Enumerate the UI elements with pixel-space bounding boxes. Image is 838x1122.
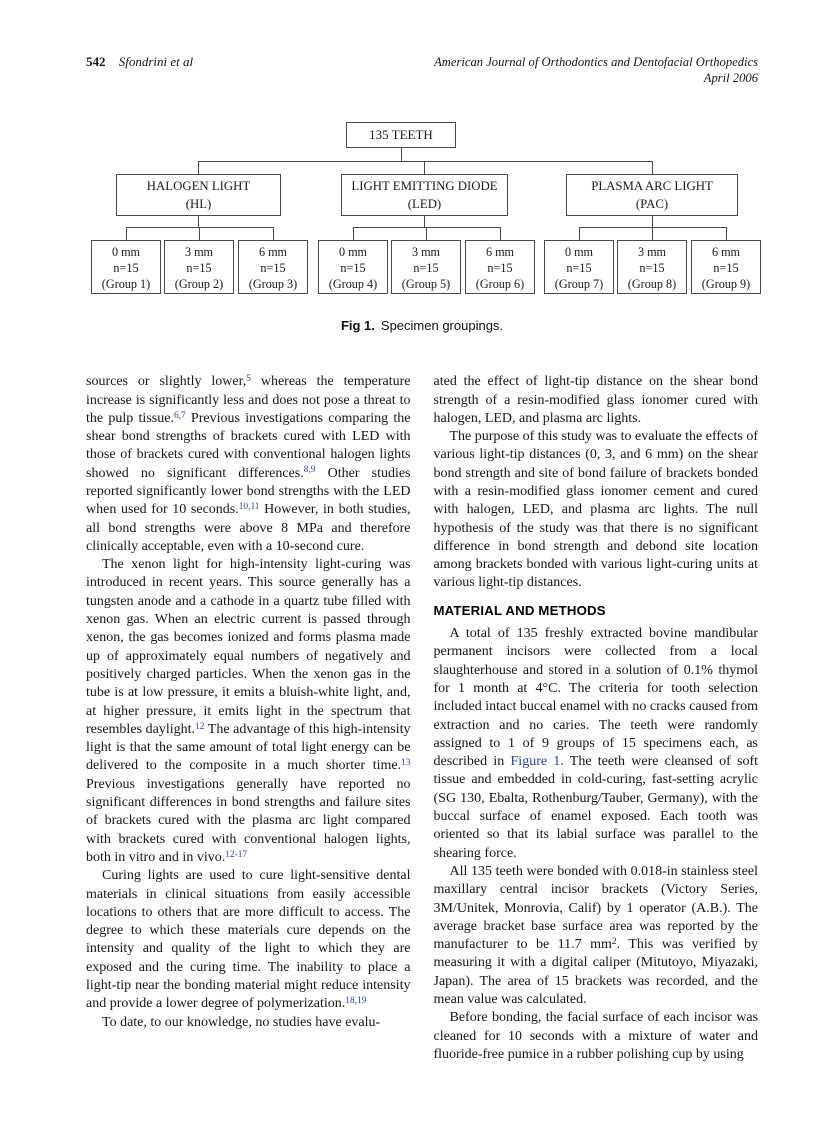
group-distance: 3 mm: [411, 245, 441, 260]
text-run: whereas the temperature increase is significantly less and does not pose a threat to the pulp tissue.: [86, 374, 411, 426]
group-distance: 0 mm: [111, 245, 141, 260]
group-box-4: [318, 240, 388, 294]
citation-link[interactable]: Figure 1: [510, 754, 561, 770]
connector-line: [401, 148, 402, 161]
connector-line: [126, 227, 127, 240]
branch-box-halogen: [116, 174, 281, 216]
text-run: Previous investigations comparing the shear bond strengths of brackets cured with LED with those of brackets cured with conventional halogen lights showed no significant differences.: [86, 410, 411, 481]
connector-line: [353, 227, 354, 240]
group-label: (Group 1): [101, 277, 151, 292]
text-run: Previous investigations generally have reported no significant differences in bond strengths and failure sites of brackets cured with the plasma arc light compared with brackets cured with conventional halogen lights, both in vitro and in vivo.: [86, 776, 411, 865]
group-box-9: [691, 240, 761, 294]
connector-line: [424, 216, 425, 227]
group-n: n=15: [413, 261, 439, 276]
header-right: [434, 54, 758, 86]
text-run: Before bonding, the facial surface of each incisor was cleaned for 10 seconds with a mixture of water and fluoride-free pumice in a rubber polishing cup by using: [433, 1010, 758, 1062]
branch-name: PLASMA ARC LIGHT: [591, 179, 713, 194]
group-box-5: [391, 240, 461, 294]
figure-caption: [86, 318, 758, 333]
group-n: n=15: [340, 261, 366, 276]
group-box-2: [164, 240, 234, 294]
group-label: (Group 6): [475, 277, 525, 292]
figure-1: [86, 122, 758, 333]
figure-caption-label: Fig 1.: [340, 318, 375, 334]
citation-link[interactable]: 18,19: [345, 996, 367, 1007]
text-run: However, in both studies, all bond strengths were above 8 MPa and therefore clinically acceptable, even with a 10-second cure.: [86, 502, 411, 554]
connector-line: [198, 161, 652, 162]
group-n: n=15: [487, 261, 513, 276]
paragraph: [434, 373, 759, 428]
group-distance: 6 mm: [711, 245, 741, 260]
connector-line: [426, 227, 427, 240]
text-run: A total of 135 freshly extracted bovine mandibular permanent incisors were collected from a local slaughterhouse and stored in a solution of 0.1% thymol for 1 month at 4°C. The criteria for tooth selection included intact buccal enamel with no cracks caused from extraction and no caries. The teeth were randomly assigned to 1 of 9 groups of 15 specimens each, as described in: [433, 626, 758, 770]
page-number: 542: [86, 54, 106, 69]
branch-name: HALOGEN LIGHT: [146, 179, 251, 194]
connector-line: [273, 227, 274, 240]
connector-line: [424, 161, 425, 174]
group-distance: 3 mm: [184, 245, 214, 260]
branch-abbr: (PAC): [635, 197, 669, 212]
connector-line: [579, 227, 580, 240]
text-run: sources or slightly lower,: [86, 374, 247, 390]
group-n: n=15: [713, 261, 739, 276]
group-n: n=15: [186, 261, 212, 276]
group-distance: 6 mm: [258, 245, 288, 260]
group-distance: 6 mm: [485, 245, 515, 260]
text-run: . This was verified by measuring it with a digital caliper (Mitutoyo, Miyazaki, Japan). The area of 15 brackets was recorded, and the mean value was calculated.: [433, 937, 758, 1008]
citation-link[interactable]: 10,11: [238, 502, 260, 513]
group-label: (Group 2): [174, 277, 224, 292]
right-column: [434, 373, 759, 1064]
paragraph: [434, 863, 759, 1009]
group-label: (Group 3): [248, 277, 298, 292]
branch-abbr: (HL): [185, 197, 212, 212]
branch-abbr: (LED): [407, 197, 442, 212]
group-distance: 0 mm: [338, 245, 368, 260]
branch-box-plasma: [566, 174, 738, 216]
text-run: The purpose of this study was to evaluate the effects of various light-tip distances (0, 3, and 6 mm) on the shear bond strength and site of bond failure of brackets bonded with a resin-modified glass ionomer cement and cured with halogen, LED, and plasma arc lights. The null hypothesis of the study was that there is no significant difference in bond strength and debond site location among brackets bonded with various light-curing units at various light-tip distances.: [433, 429, 758, 591]
connector-line: [726, 227, 727, 240]
citation-link[interactable]: 13: [401, 758, 411, 769]
paragraph: [86, 867, 411, 1013]
group-box-7: [544, 240, 614, 294]
text-run: To date, to our knowledge, no studies have evalu-: [102, 1014, 381, 1030]
group-n: n=15: [260, 261, 286, 276]
section-heading: [434, 602, 759, 620]
body-text: [86, 373, 758, 1064]
group-label: (Group 5): [401, 277, 451, 292]
group-box-8: [617, 240, 687, 294]
figure-caption-text: Specimen groupings.: [380, 318, 504, 334]
citation-link[interactable]: 5: [246, 374, 251, 384]
specimen-grouping-diagram: [86, 122, 758, 296]
text-run: MATERIAL AND METHODS: [433, 602, 606, 618]
group-n: n=15: [566, 261, 592, 276]
citation-link[interactable]: 12-17: [225, 849, 248, 860]
text-run: Curing lights are used to cure light-sensitive dental materials in clinical situations from easily accessible locations to others that are more difficult to access. The degree to which these materials cure depends on the intensity and quality of the light to which they are exposed and the curing time. The inability to place a light-tip near the bonding material might reduce intensity and provide a lower degree of polymerization.: [86, 868, 411, 1012]
group-box-6: [465, 240, 535, 294]
paragraph: [434, 1009, 759, 1064]
connector-line: [198, 161, 199, 174]
paragraph: [434, 625, 759, 863]
text-run: All 135 teeth were bonded with 0.018-in stainless steel maxillary central incisor brackets (Victory Series, 3M/Unitek, Monrovia, Calif) by 1 operator (A.B.). The average bracket base surface area was reported by the manufacturer to be 11.7 mm: [433, 863, 758, 953]
text-run: . The teeth were cleansed of soft tissue and embedded in cold-curing, fast-setting acrylic (SG 130, Ebalta, Rothenburg/Tauber, Germany), with the buccal surface of enamel exposed. Each tooth was oriented so that its labial surface was parallel to the shearing force.: [433, 754, 759, 861]
citation-link[interactable]: 6,7: [173, 410, 186, 421]
group-label: (Group 9): [701, 277, 751, 292]
header-left: [86, 54, 193, 70]
left-column: [86, 373, 411, 1064]
paragraph: [86, 556, 411, 867]
connector-line: [199, 227, 200, 240]
citation-link[interactable]: 8,9: [303, 465, 316, 476]
branch-box-led: [341, 174, 508, 216]
group-label: (Group 4): [328, 277, 378, 292]
group-box-3: [238, 240, 308, 294]
citation-link[interactable]: 12: [195, 721, 205, 732]
branch-name: LIGHT EMITTING DIODE: [351, 179, 498, 194]
text-run: The xenon light for high-intensity light-curing was introduced in recent years. This source generally has a tungsten anode and a cathode in a quartz tube filled with xenon gas. When an electric current is passed through xenon, the gas becomes ionized and forms plasma made up of approximately equal numbers of negatively and positively charged particles. When the xenon gas in the tube is at low pressure, it emits a bluish-white light, and, at higher pressure, it emits light in the spectrum that resembles daylight.: [86, 557, 411, 737]
group-n: n=15: [639, 261, 665, 276]
paragraph: [86, 373, 411, 556]
text-run: Other studies reported significantly lower bond strengths with the LED when used for 10 seconds.: [86, 465, 411, 518]
running-header: [86, 54, 758, 86]
superscript: 2: [611, 936, 617, 947]
group-label: (Group 8): [627, 277, 677, 292]
text-run: The advantage of this high-intensity light is that the same amount of total light energy can be delivered to the composite in a much shorter time.: [86, 721, 411, 774]
connector-line: [652, 161, 653, 174]
paragraph: [434, 428, 759, 593]
issue-date: April 2006: [703, 71, 758, 86]
root-box: 135 TEETH: [346, 122, 456, 148]
group-distance: 0 mm: [564, 245, 594, 260]
group-n: n=15: [113, 261, 139, 276]
running-authors: Sfondrini et al: [118, 54, 194, 69]
connector-line: [652, 227, 653, 240]
text-run: ated the effect of light-tip distance on the shear bond strength of a resin-modified glass ionomer cured with halogen, LED, and plasma arc lights.: [433, 374, 758, 426]
connector-line: [500, 227, 501, 240]
group-box-1: [91, 240, 161, 294]
journal-title: American Journal of Orthodontics and Dentofacial Orthopedics: [434, 55, 758, 69]
group-label: (Group 7): [554, 277, 604, 292]
group-distance: 3 mm: [637, 245, 667, 260]
connector-line: [198, 216, 199, 227]
paragraph: [86, 1014, 411, 1032]
connector-line: [652, 216, 653, 227]
